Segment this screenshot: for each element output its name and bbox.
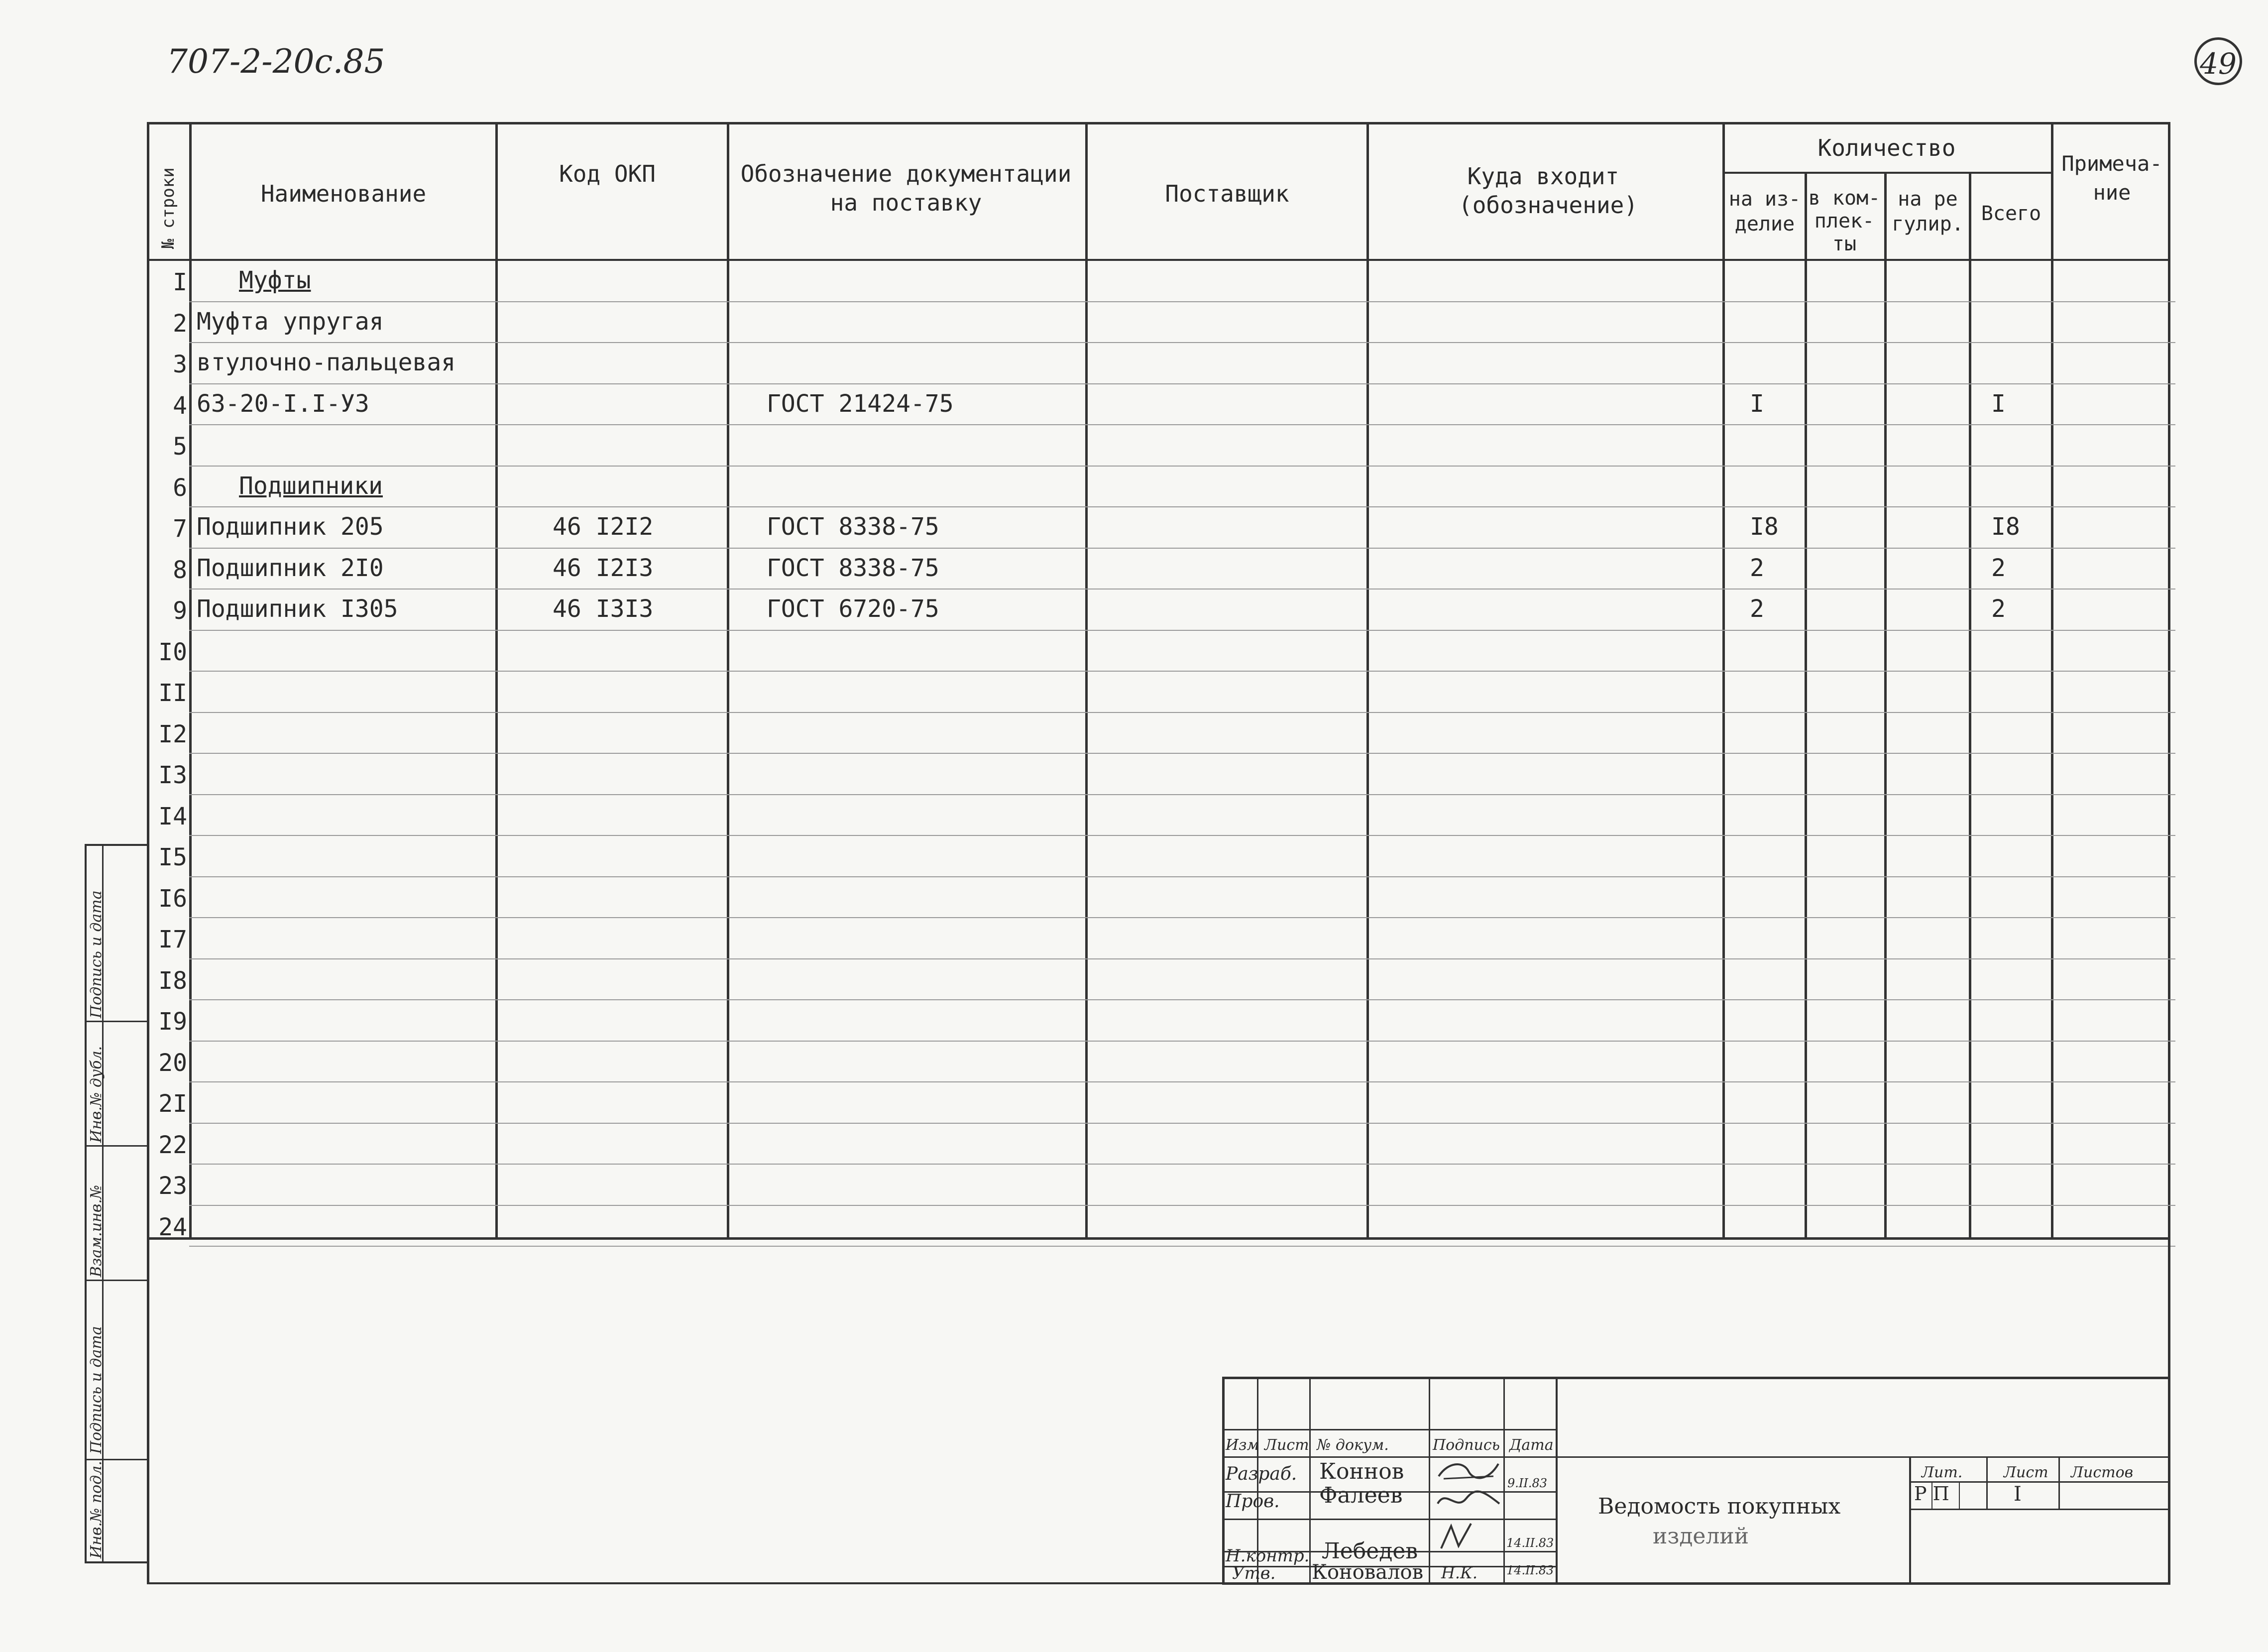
signature-prov: [1434, 1486, 1503, 1514]
row-number: I6: [158, 884, 187, 913]
header-qty-kits: в ком- плек- ты: [1808, 187, 1881, 255]
cell-qp: 2: [1750, 595, 1764, 623]
header-designation: Обозначение документации на поставку: [740, 160, 1072, 216]
document-title-line2: изделий: [1653, 1524, 1749, 1549]
row-number: 3: [173, 351, 187, 378]
row-number: I2: [158, 720, 187, 748]
cell-name: Подшипник 2I0: [197, 554, 384, 582]
tb-col-sign: Подпись: [1433, 1436, 1500, 1454]
tb-role-utv: Утв.: [1232, 1563, 1276, 1583]
tb-line: [1222, 1429, 1556, 1430]
row-number: I3: [158, 761, 187, 789]
side-stamp-sep: [85, 1280, 149, 1281]
tb-line: [1959, 1481, 1960, 1509]
row-number: 9: [173, 597, 187, 625]
cell-qt: I: [1991, 389, 2006, 418]
row-number: I0: [158, 638, 187, 666]
row-line: [189, 424, 2175, 425]
row-number: 24: [158, 1213, 187, 1241]
row-line: [189, 1081, 2175, 1082]
row-line: [189, 506, 2175, 507]
row-line: [189, 794, 2175, 795]
document-code: 707-2-20с.85: [167, 42, 385, 81]
row-line: [189, 630, 2175, 631]
cell-doc: ГОСТ 8338-75: [767, 554, 939, 582]
main-table-frame: [147, 122, 2170, 1240]
header-okp: Код ОКП: [559, 160, 656, 187]
cell-doc: ГОСТ 8338-75: [767, 513, 939, 541]
side-stamp-inv-dubl: Инв.№ дубл.: [88, 1046, 105, 1143]
tb-lit-label: Лит.: [1922, 1464, 1963, 1481]
side-stamp-vzam-inv: Взам.инв.№: [88, 1184, 105, 1277]
qty-header-line: [1722, 172, 2051, 174]
tb-sig-utv: Н.К.: [1441, 1563, 1478, 1582]
row-number: 6: [173, 473, 187, 502]
row-number: I7: [158, 926, 187, 953]
frame-left-border: [147, 1240, 149, 1583]
tb-role-nkontr: Н.контр.: [1226, 1546, 1310, 1566]
tb-role-razrab: Разраб.: [1226, 1464, 1297, 1484]
cell-name: втулочно-пальцевая: [197, 349, 456, 376]
header-row-number: № строки: [158, 167, 178, 249]
col-line: [727, 122, 729, 1240]
col-line: [189, 122, 192, 1240]
cell-doc: ГОСТ 21424-75: [767, 389, 954, 418]
tb-line: [1909, 1509, 2170, 1510]
row-number: I4: [158, 802, 187, 830]
cell-okp: 46 I2I3: [553, 554, 654, 582]
sheet-number-circle: 49: [2194, 37, 2242, 85]
cell-name: Подшипник I305: [197, 595, 398, 623]
cell-name: Подшипник 205: [197, 513, 384, 541]
signature-razrab: [1434, 1456, 1503, 1486]
col-line: [1805, 172, 1807, 1240]
row-line: [189, 917, 2175, 918]
tb-line: [2058, 1456, 2060, 1509]
row-line: [189, 876, 2175, 877]
col-line: [1884, 172, 1887, 1240]
cell-name: Муфта упругая: [197, 307, 384, 336]
cell-qt: 2: [1991, 554, 2006, 582]
cell-name: Муфты: [239, 266, 311, 294]
col-line: [495, 122, 498, 1240]
cell-qp: 2: [1750, 554, 1764, 582]
cell-qt: I8: [1991, 513, 2020, 541]
header-where-used: Куда входит (обозначение): [1459, 163, 1638, 219]
row-line: [189, 671, 2175, 672]
header-bottom-line: [147, 259, 2170, 261]
tb-line: [1556, 1377, 1558, 1585]
row-number: 4: [173, 391, 187, 420]
tb-line: [1986, 1456, 1988, 1509]
header-name: Наименование: [260, 180, 427, 207]
header-quantity: Количество: [1817, 134, 1956, 161]
tb-role-prov: Пров.: [1226, 1491, 1280, 1512]
row-line: [189, 301, 2175, 302]
row-number: 2: [173, 309, 187, 338]
cell-doc: ГОСТ 6720-75: [767, 595, 939, 623]
row-number: 5: [173, 433, 187, 461]
row-line: [189, 589, 2175, 590]
cell-qt: 2: [1991, 595, 2006, 623]
cell-okp: 46 I3I3: [553, 595, 654, 623]
cell-okp: 46 I2I2: [553, 513, 654, 541]
tb-name-prov: Фалеев: [1319, 1483, 1403, 1508]
col-line: [1085, 122, 1088, 1240]
tb-sheet-value: I: [2014, 1483, 2022, 1506]
tb-name-nkontr: Лебедев: [1322, 1538, 1418, 1564]
tb-col-doc: № докум.: [1317, 1436, 1389, 1454]
cell-qp: I: [1750, 389, 1764, 418]
tb-line: [1909, 1456, 1911, 1585]
tb-date-3: 14.II.83: [1506, 1563, 1554, 1577]
tb-name-razrab: Коннов: [1319, 1459, 1404, 1484]
row-line: [189, 999, 2175, 1000]
tb-col-date: Дата: [1509, 1436, 1554, 1454]
cell-qp: I8: [1750, 513, 1779, 541]
row-number: 8: [173, 556, 187, 584]
tb-line: [1503, 1377, 1505, 1585]
tb-lit-value: Р П: [1914, 1483, 1949, 1505]
side-stamp-sign-date-1: Подпись и дата: [88, 1326, 105, 1454]
row-line: [189, 548, 2175, 549]
col-line: [1722, 122, 1725, 1240]
row-line: [189, 753, 2175, 754]
side-stamp-sep: [85, 1021, 149, 1022]
tb-col-list: Лист: [1264, 1436, 1309, 1454]
tb-date-2: 14.II.83: [1506, 1536, 1554, 1550]
row-line: [189, 342, 2175, 343]
tb-sheets-label: Листов: [2071, 1464, 2134, 1481]
row-number: 22: [158, 1131, 187, 1159]
col-line: [2051, 122, 2053, 1240]
tb-col-izm: Изм: [1226, 1436, 1259, 1454]
row-line: [189, 1246, 2175, 1247]
header-qty-product: на из- делие: [1728, 188, 1801, 236]
row-number: 2I: [158, 1090, 187, 1118]
row-number: 23: [158, 1172, 187, 1200]
header-supplier: Поставщик: [1165, 180, 1289, 207]
row-line: [189, 466, 2175, 467]
row-number: 7: [173, 515, 187, 543]
side-stamp-sep: [85, 1459, 149, 1460]
header-qty-repair: на ре гулир.: [1892, 188, 1964, 236]
col-line: [1969, 172, 1971, 1240]
document-title-line1: Ведомость покупных: [1598, 1494, 1841, 1519]
tb-date-1: 9.II.83: [1507, 1476, 1548, 1490]
side-stamp-sep: [85, 1145, 149, 1147]
row-line: [189, 1164, 2175, 1165]
row-line: [189, 1041, 2175, 1042]
side-stamp-sign-date-2: Подпись и дата: [88, 890, 105, 1018]
row-number: II: [158, 679, 187, 707]
tb-line: [1429, 1377, 1430, 1585]
row-number: I: [173, 268, 187, 296]
row-line: [189, 835, 2175, 836]
tb-sheet-label: Лист: [2004, 1464, 2048, 1481]
col-line: [1366, 122, 1369, 1240]
row-line: [189, 1123, 2175, 1124]
row-line: [189, 712, 2175, 713]
tb-name-utv: Коновалов: [1312, 1561, 1424, 1584]
row-number: I8: [158, 966, 187, 995]
cell-name: 63-20-I.I-У3: [197, 389, 369, 418]
cell-name: Подшипники: [239, 472, 383, 500]
row-number: I9: [158, 1008, 187, 1036]
row-line: [189, 383, 2175, 384]
row-line: [189, 1205, 2175, 1206]
header-note: Примеча- ние: [2061, 151, 2162, 205]
row-number: 20: [158, 1049, 187, 1077]
header-qty-total: Всего: [1981, 202, 2041, 225]
row-line: [189, 958, 2175, 959]
tb-line: [1222, 1519, 1556, 1520]
tb-line: [1222, 1456, 2170, 1458]
row-number: I5: [158, 843, 187, 871]
signature-nkontr: [1436, 1521, 1486, 1551]
side-stamp-inv-podl: Инв.№ подл.: [88, 1461, 105, 1558]
